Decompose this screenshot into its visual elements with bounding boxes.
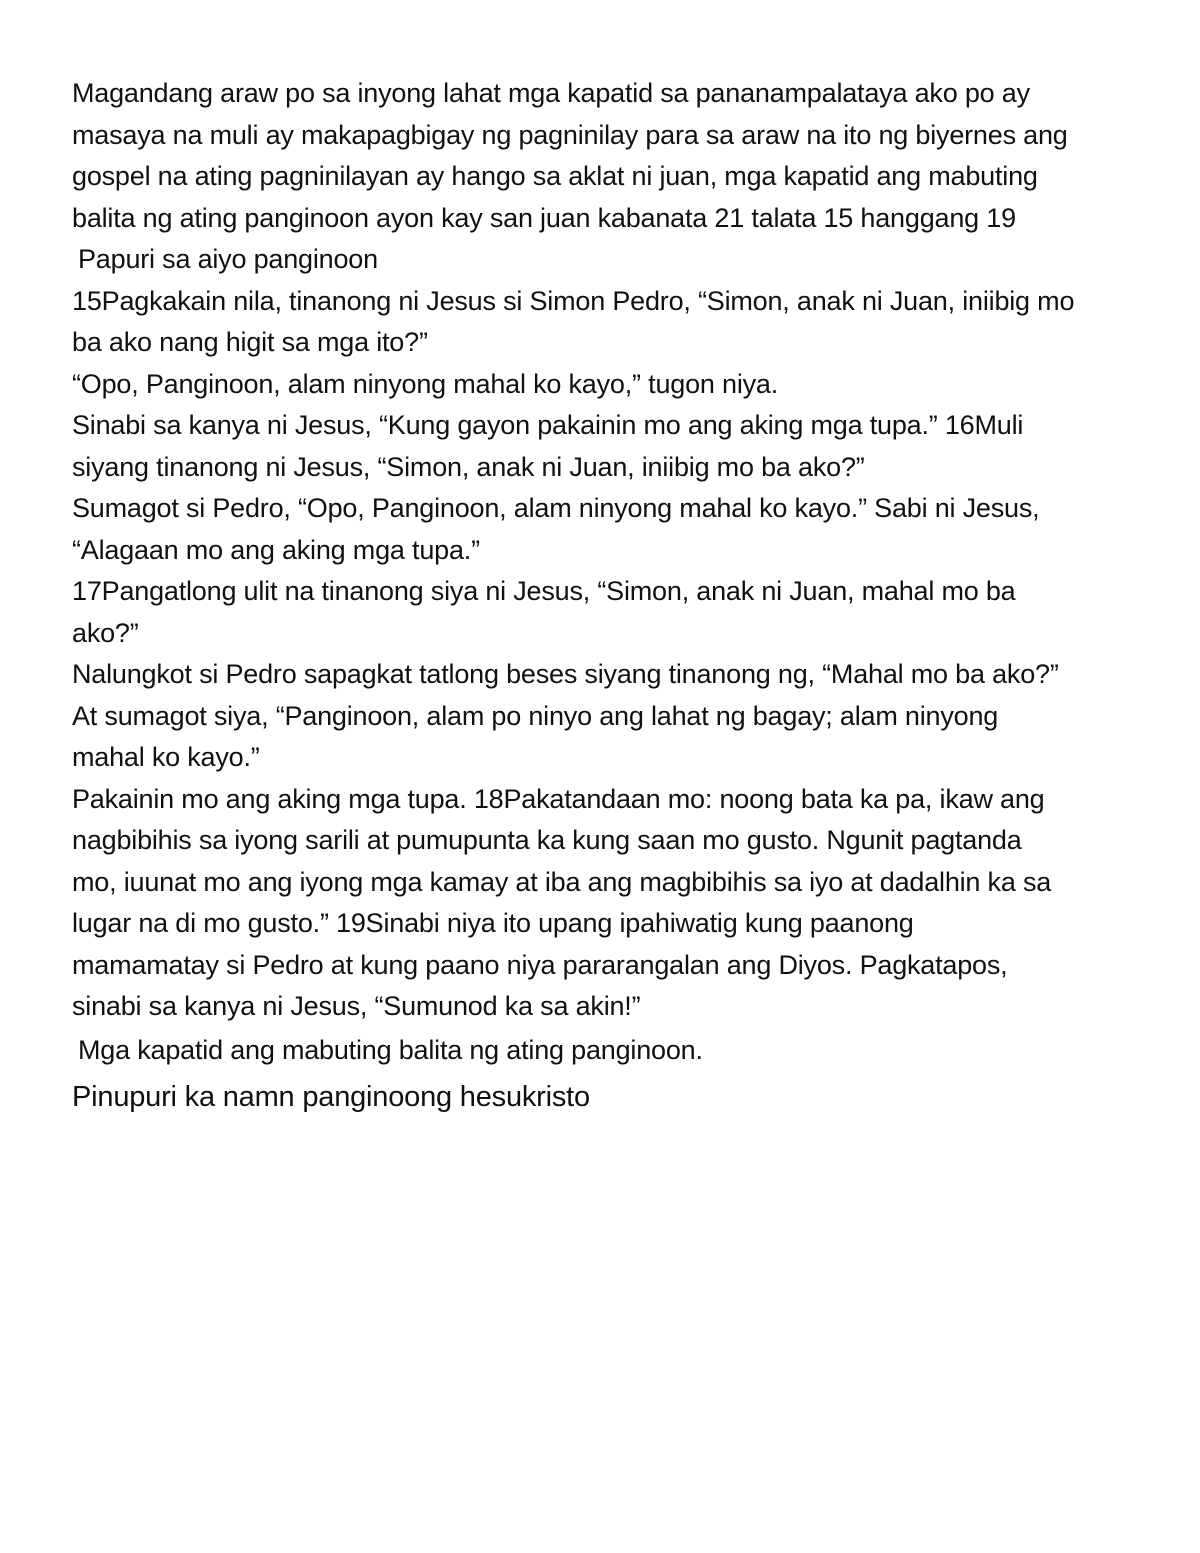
verse-18-line-1: Pakainin mo ang aking mga tupa. 18Pakatandaan mo: noong bata ka pa, ikaw ang	[72, 783, 1045, 814]
verse-16-line-3: “Alagaan mo ang aking mga tupa.”	[72, 534, 480, 565]
verse-15-line-2: ba ako nang higit sa mga ito?”	[72, 327, 428, 357]
verse-19-line-2: mamamatay si Pedro at kung paano niya pararangalan ang Diyos. Pagkatapos,	[72, 949, 1008, 980]
text-line-3: gospel na ating pagninilayan ay hango sa aklat ni juan, mga kapatid ang mabuting	[72, 161, 1038, 191]
verse-16-line-2: Sumagot si Pedro, “Opo, Panginoon, alam ninyong mahal ko kayo.” Sabi ni Jesus,	[72, 493, 1040, 523]
verse-17-line-2: ako?”	[72, 617, 139, 648]
verse-15-line-1: 15Pagkakain nila, tinanong ni Jesus si Simon Pedro, “Simon, anak ni Juan, iniibig mo	[72, 285, 1075, 316]
verse-17-line-3: Nalungkot si Pedro sapagkat tatlong beses siyang tinanong ng, “Mahal mo ba ako?”	[72, 659, 1059, 689]
gospel-ending-line: Mga kapatid ang mabuting balita ng ating panginoon.	[78, 1034, 703, 1065]
verse-17-line-5: mahal ko kayo.”	[72, 742, 260, 772]
verse-15-line-3: “Opo, Panginoon, alam ninyong mahal ko kayo,” tugon niya.	[72, 368, 779, 399]
verse-18-line-3: mo, iuunat mo ang iyong mga kamay at iba ang magbibihis sa iyo at dadalhin ka sa	[72, 866, 1052, 897]
verse-18-line-2: nagbibihis sa iyong sarili at pumupunta ka kung saan mo gusto. Ngunit pagtanda	[72, 825, 1022, 855]
text-line-2: masaya na muli ay makapagbigay ng pagninilay para sa araw na ito ng biyernes ang	[72, 119, 1068, 150]
text-line-4: balita ng ating panginoon ayon kay san juan kabanata 21 talata 15 hanggang 19	[72, 202, 1016, 233]
document-page	[72, 73, 1142, 1119]
closing-response: Pinupuri ka namn panginoong hesukristo	[72, 1081, 590, 1113]
verse-15-line-4: Sinabi sa kanya ni Jesus, “Kung gayon pakainin mo ang aking mga tupa.” 16Muli	[72, 410, 1024, 440]
verse-17-line-4: At sumagot siya, “Panginoon, alam po ninyo ang lahat ng bagay; alam ninyong	[72, 700, 999, 731]
response-line: Papuri sa aiyo panginoon	[78, 244, 378, 274]
verse-16-line-1: siyang tinanong ni Jesus, “Simon, anak ni Juan, iniibig mo ba ako?”	[72, 451, 865, 482]
text-line-1: Magandang araw po sa inyong lahat mga kapatid sa pananampalataya ako po ay	[72, 78, 1030, 108]
verse-19-line-3: sinabi sa kanya ni Jesus, “Sumunod ka sa akin!”	[72, 991, 641, 1021]
verse-17-line-1: 17Pangatlong ulit na tinanong siya ni Jesus, “Simon, anak ni Juan, mahal mo ba	[72, 576, 1016, 606]
verse-19-line-1: lugar na di mo gusto.” 19Sinabi niya ito upang ipahiwatig kung paanong	[72, 908, 914, 938]
